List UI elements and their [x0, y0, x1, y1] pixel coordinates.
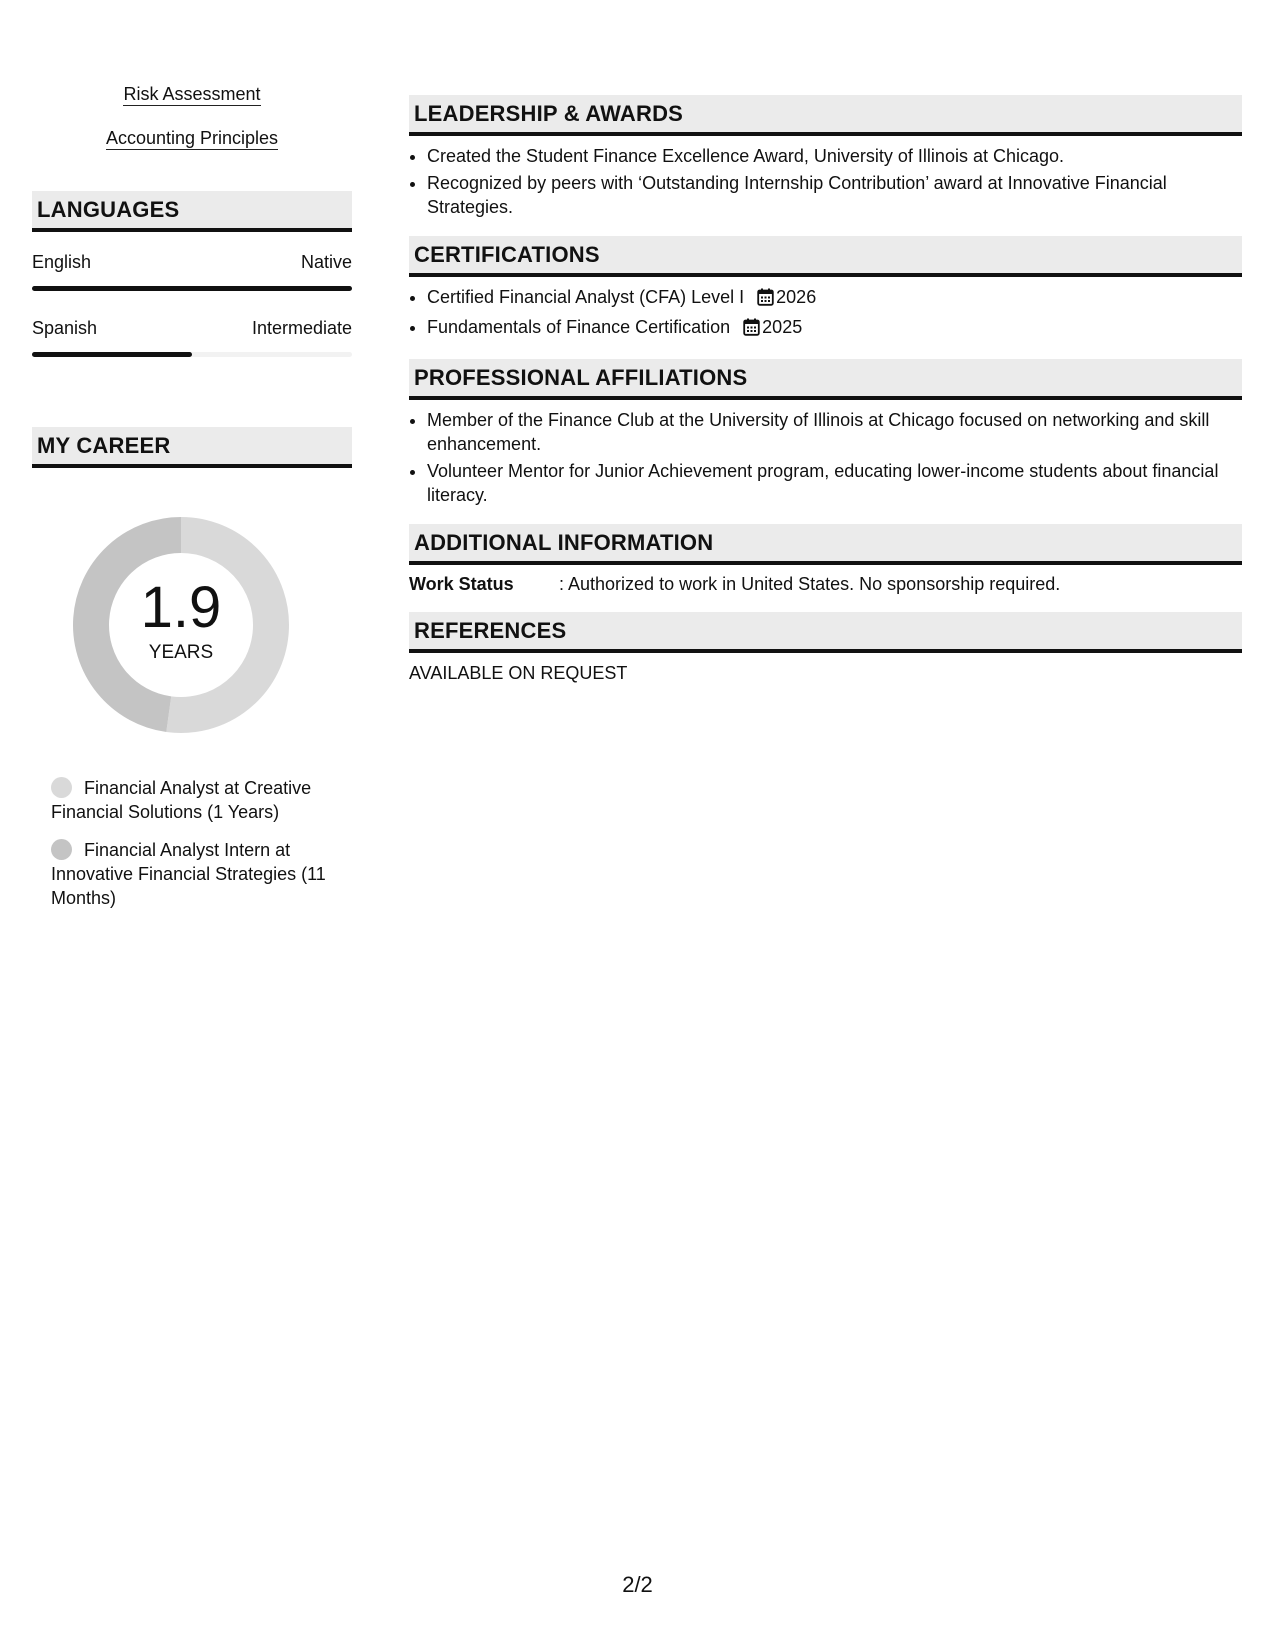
list-item: • Fundamentals of Finance Certification 2025 — [427, 315, 1242, 342]
skill-item: Accounting Principles — [105, 128, 279, 148]
career-unit: YEARS — [148, 642, 214, 663]
additional-heading: ADDITIONAL INFORMATION — [409, 524, 1242, 565]
affiliations-section — [409, 359, 1242, 507]
language-name: English — [32, 252, 92, 272]
language-spanish — [32, 318, 352, 357]
career-legend — [51, 776, 341, 910]
list-item: • Recognized by peers with ‘Outstanding Internship Contribution’ award at Innovative Financial Strategies. — [427, 171, 1242, 219]
calendar-icon — [743, 318, 760, 342]
career-total-years: 1.9 — [140, 575, 222, 640]
list-item: • Certified Financial Analyst (CFA) Level I 2026 — [427, 285, 1242, 312]
legend-dot — [51, 839, 72, 860]
calendar-icon — [757, 288, 774, 312]
list-item: • Member of the Finance Club at the University of Illinois at Chicago focused on networking and skill enhancement. — [427, 408, 1242, 456]
work-status-label: Work Status — [409, 574, 514, 594]
language-name: Spanish — [32, 318, 98, 338]
references-text: AVAILABLE ON REQUEST — [409, 663, 628, 683]
references-section — [409, 612, 1242, 684]
page-number: 2/2 — [622, 1572, 653, 1597]
legend-item: Financial Analyst Intern at Innovative Financial Strategies (11 Months) — [51, 840, 326, 908]
right-column — [409, 95, 1242, 701]
certifications-heading: CERTIFICATIONS — [409, 236, 1242, 277]
legend-item: Financial Analyst at Creative Financial Solutions (1 Years) — [51, 778, 312, 822]
work-status-value: : Authorized to work in United States. No sponsorship required. — [559, 574, 1061, 594]
language-bar — [32, 286, 352, 291]
language-bar — [32, 352, 352, 357]
list-item: • Volunteer Mentor for Junior Achievement program, educating lower-income students about financial literacy. — [427, 459, 1242, 507]
left-column — [32, 84, 352, 924]
additional-section — [409, 524, 1242, 595]
language-bar-fill — [32, 286, 352, 291]
legend-dot — [51, 777, 72, 798]
career-heading: MY CAREER — [32, 427, 352, 468]
skill-item: Risk Assessment — [123, 84, 261, 104]
language-level: Intermediate — [251, 318, 352, 338]
list-item: • Created the Student Finance Excellence Award, University of Illinois at Chicago. — [427, 144, 1242, 168]
certifications-section — [409, 236, 1242, 342]
leadership-section — [409, 95, 1242, 219]
language-bar-fill — [32, 352, 192, 357]
affiliations-heading: PROFESSIONAL AFFILIATIONS — [409, 359, 1242, 400]
career-donut-chart — [66, 510, 296, 740]
language-level: Native — [300, 252, 352, 272]
leadership-heading: LEADERSHIP & AWARDS — [409, 95, 1242, 136]
references-heading: REFERENCES — [409, 612, 1242, 653]
language-english — [32, 252, 352, 291]
languages-heading: LANGUAGES — [32, 191, 352, 232]
